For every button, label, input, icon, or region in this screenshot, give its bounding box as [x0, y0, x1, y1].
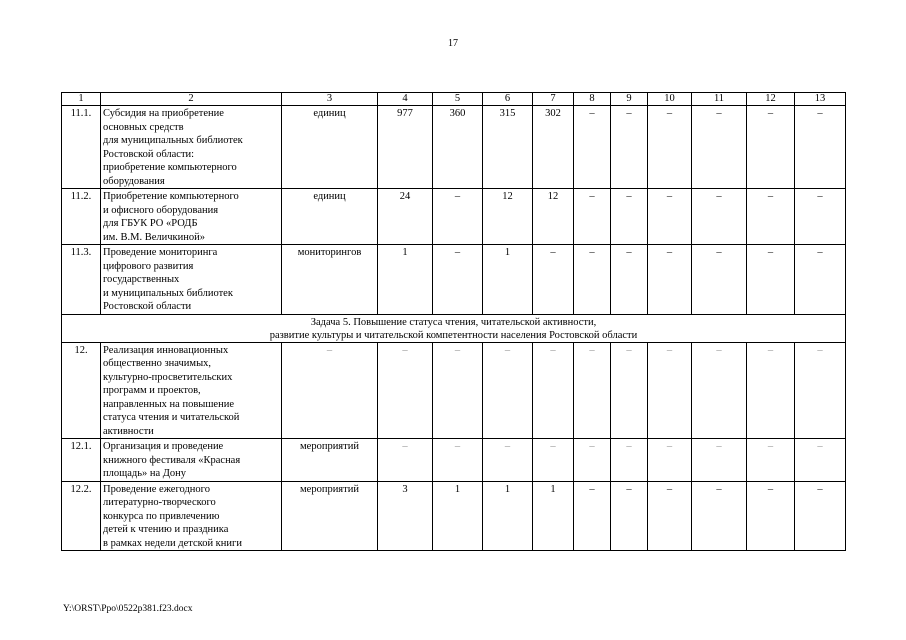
column-header: 3 [282, 93, 378, 106]
indicator-name-line: направленных на повышение [103, 398, 234, 410]
indicator-name-line: конкурса по привлечению [103, 510, 220, 522]
indicators-table [61, 92, 846, 551]
value-cell: – [795, 481, 846, 551]
value-cell: – [648, 106, 692, 189]
indicator-name [101, 439, 282, 482]
value-cell: – [692, 481, 747, 551]
table-row [62, 106, 846, 189]
column-header: 2 [101, 93, 282, 106]
value-cell: – [747, 189, 795, 245]
table-row [62, 245, 846, 315]
indicator-name-line: культурно-просветительских [103, 371, 233, 383]
value-cell: – [378, 439, 433, 482]
row-number: 11.1. [62, 106, 101, 189]
value-cell: – [747, 342, 795, 439]
value-cell: – [433, 189, 483, 245]
value-cell: – [533, 439, 574, 482]
value-cell: 1 [378, 245, 433, 315]
indicator-name-line: и офисного оборудования [103, 204, 219, 216]
table-row [62, 439, 846, 482]
indicator-name-line: государственных [103, 274, 180, 285]
table-row [62, 342, 846, 439]
column-header: 13 [795, 93, 846, 106]
indicator-name-line: общественно значимых, [103, 358, 211, 369]
column-header: 7 [533, 93, 574, 106]
table-body-group-a [62, 106, 846, 315]
column-header: 8 [574, 93, 611, 106]
value-cell: – [611, 245, 648, 315]
indicator-name-line: Ростовской области: [103, 148, 195, 160]
column-header: 11 [692, 93, 747, 106]
value-cell: – [795, 106, 846, 189]
value-cell: – [648, 245, 692, 315]
row-number: 11.2. [62, 189, 101, 245]
indicator-name [101, 342, 282, 439]
value-cell: 302 [533, 106, 574, 189]
indicator-name-line: цифрового развития [103, 260, 194, 272]
value-cell: – [648, 189, 692, 245]
value-cell: – [611, 439, 648, 482]
value-cell: – [611, 342, 648, 439]
value-cell: – [433, 342, 483, 439]
indicator-name-line: статуса чтения и читательской [103, 412, 240, 423]
indicator-name-line: Проведение ежегодного [103, 483, 210, 495]
indicator-name [101, 245, 282, 315]
table-row [62, 481, 846, 551]
indicator-name-line: в рамках недели детской книги [103, 537, 242, 549]
row-number: 11.3. [62, 245, 101, 315]
indicator-name-line: им. В.М. Величкиной» [103, 231, 205, 243]
value-cell: – [433, 439, 483, 482]
value-cell: 360 [433, 106, 483, 189]
indicator-name-line: Субсидия на приобретение [103, 108, 224, 119]
value-cell: 1 [533, 481, 574, 551]
indicator-name-line: Ростовской области [103, 301, 192, 312]
page-number: 17 [448, 38, 458, 49]
row-number: 12.2. [62, 481, 101, 551]
column-header: 9 [611, 93, 648, 106]
value-cell: – [795, 245, 846, 315]
value-cell: – [574, 439, 611, 482]
value-cell: – [648, 481, 692, 551]
indicator-name-line: детей к чтению и праздника [103, 524, 229, 535]
value-cell: – [795, 439, 846, 482]
indicator-name [101, 189, 282, 245]
file-path-footer: Y:\ORST\Ppo\0522p381.f23.docx [63, 604, 193, 614]
indicator-name-line: активности [103, 425, 154, 437]
value-cell: – [378, 342, 433, 439]
value-cell: – [483, 342, 533, 439]
value-cell: 1 [433, 481, 483, 551]
indicator-name-line: приобретение компьютерного [103, 162, 237, 173]
value-cell: 24 [378, 189, 433, 245]
indicator-name [101, 481, 282, 551]
value-cell: – [611, 481, 648, 551]
value-cell: – [795, 189, 846, 245]
value-cell: – [574, 189, 611, 245]
indicator-name-line: и муниципальных библиотек [103, 287, 233, 299]
indicator-name-line: книжного фестиваля «Красная [103, 454, 241, 466]
value-cell: 12 [533, 189, 574, 245]
unit-cell: мониторингов [282, 245, 378, 315]
task-row [62, 314, 846, 342]
row-number: 12. [62, 342, 101, 439]
row-number: 12.1. [62, 439, 101, 482]
task-heading [62, 314, 846, 342]
column-header: 10 [648, 93, 692, 106]
column-header: 4 [378, 93, 433, 106]
value-cell: – [483, 439, 533, 482]
value-cell: – [747, 245, 795, 315]
value-cell: – [692, 342, 747, 439]
unit-cell: единиц [282, 189, 378, 245]
value-cell: – [692, 439, 747, 482]
value-cell: – [692, 106, 747, 189]
value-cell: – [648, 342, 692, 439]
value-cell: – [574, 481, 611, 551]
column-header: 6 [483, 93, 533, 106]
value-cell: – [692, 245, 747, 315]
indicator-name-line: Реализация инновационных [103, 344, 229, 356]
indicator-name [101, 106, 282, 189]
table-body-group-b [62, 342, 846, 551]
value-cell: 3 [378, 481, 433, 551]
value-cell: – [574, 245, 611, 315]
table-header-row [62, 93, 846, 106]
value-cell: – [648, 439, 692, 482]
column-header: 5 [433, 93, 483, 106]
value-cell: 315 [483, 106, 533, 189]
value-cell: – [574, 342, 611, 439]
task-heading-line1: Задача 5. Повышение статуса чтения, читательской активности, [310, 316, 597, 328]
indicator-name-line: для ГБУК РО «РОДБ [103, 218, 198, 229]
value-cell: – [747, 481, 795, 551]
indicator-name-line: программ и проектов, [103, 385, 201, 396]
indicator-name-line: Проведение мониторинга [103, 247, 218, 258]
unit-cell: мероприятий [282, 439, 378, 482]
unit-cell: единиц [282, 106, 378, 189]
indicator-name-line: для муниципальных библиотек [103, 135, 243, 146]
value-cell: 1 [483, 245, 533, 315]
value-cell: – [533, 245, 574, 315]
value-cell: – [692, 189, 747, 245]
unit-cell: – [282, 342, 378, 439]
indicator-name-line: площадь» на Дону [103, 468, 187, 479]
value-cell: 12 [483, 189, 533, 245]
indicator-name-line: оборудования [103, 175, 165, 187]
indicator-name-line: Приобретение компьютерного [103, 191, 239, 202]
value-cell: 977 [378, 106, 433, 189]
value-cell: 1 [483, 481, 533, 551]
value-cell: – [747, 439, 795, 482]
task-heading-line2: развитие культуры и читательской компетентности населения Ростовской области [269, 329, 638, 341]
value-cell: – [611, 106, 648, 189]
value-cell: – [611, 189, 648, 245]
value-cell: – [747, 106, 795, 189]
value-cell: – [433, 245, 483, 315]
value-cell: – [795, 342, 846, 439]
indicator-name-line: Организация и проведение [103, 441, 224, 452]
value-cell: – [574, 106, 611, 189]
column-header: 1 [62, 93, 101, 106]
indicator-name-line: основных средств [103, 121, 184, 133]
value-cell: – [533, 342, 574, 439]
column-header: 12 [747, 93, 795, 106]
unit-cell: мероприятий [282, 481, 378, 551]
table-row [62, 189, 846, 245]
indicator-name-line: литературно-творческого [103, 497, 216, 508]
